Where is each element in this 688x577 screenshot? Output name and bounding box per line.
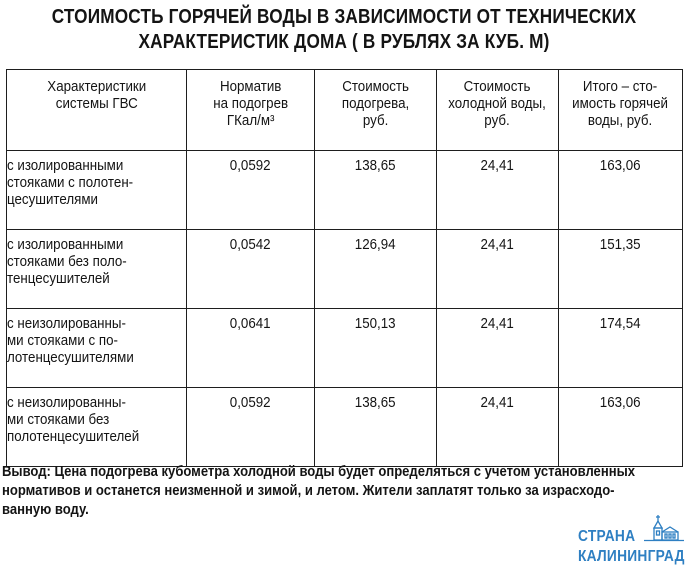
title-line-2: ХАРАКТЕРИСТИК ДОМА ( В РУБЛЯХ ЗА КУБ. М)	[138, 31, 550, 53]
logo-word-kaliningrad: КАЛИНИНГРАД	[578, 548, 685, 565]
header-characteristics: Характеристики системы ГВС	[7, 70, 187, 151]
row-total: 151,35	[559, 230, 683, 309]
row-norm: 0,0592	[187, 151, 315, 230]
church-icon	[636, 514, 686, 548]
table-row	[7, 151, 683, 230]
header-norm: Норматив на подогрев ГКал/м³	[187, 70, 315, 151]
row-characteristic: с изолированными стояками с полотен- цесушителями	[7, 151, 187, 230]
row-norm: 0,0542	[187, 230, 315, 309]
row-cold-water-cost: 24,41	[437, 388, 559, 467]
row-heat-cost: 138,65	[315, 151, 437, 230]
strana-kaliningrad-logo	[578, 512, 686, 574]
row-heat-cost: 138,65	[315, 388, 437, 467]
page-title	[48, 5, 640, 55]
table-header-row	[7, 70, 683, 151]
table-row	[7, 388, 683, 467]
row-total: 163,06	[559, 388, 683, 467]
row-norm: 0,0592	[187, 388, 315, 467]
row-characteristic: с изолированными стояками без поло- тенцесушителей	[7, 230, 187, 309]
row-cold-water-cost: 24,41	[437, 151, 559, 230]
row-cold-water-cost: 24,41	[437, 309, 559, 388]
conclusion-line-1: Вывод: Цена подогрева кубометра холодной воды будет определяться с учетом установленных	[2, 464, 635, 480]
conclusion-line-3: ванную воду.	[2, 502, 89, 518]
table-row	[7, 230, 683, 309]
row-total: 163,06	[559, 151, 683, 230]
conclusion-line-2: нормативов и останется неизменной и зимой, и летом. Жители заплатят только за израсходо-	[2, 483, 615, 499]
hot-water-cost-table	[6, 69, 683, 467]
row-total: 174,54	[559, 309, 683, 388]
header-total: Итого – сто- имость горячей воды, руб.	[559, 70, 683, 151]
header-heat-cost: Стоимость подогрева, руб.	[315, 70, 437, 151]
title-line-1: СТОИМОСТЬ ГОРЯЧЕЙ ВОДЫ В ЗАВИСИМОСТИ ОТ ТЕХНИЧЕСКИХ	[51, 6, 637, 28]
logo-word-strana: СТРАНА	[578, 528, 636, 545]
header-cold-water-cost: Стоимость холодной воды, руб.	[437, 70, 559, 151]
row-characteristic: с неизолированны- ми стояками с по- лотенцесушителями	[7, 309, 187, 388]
row-heat-cost: 150,13	[315, 309, 437, 388]
row-norm: 0,0641	[187, 309, 315, 388]
row-characteristic: с неизолированны- ми стояками без полотенцесушителей	[7, 388, 187, 467]
row-heat-cost: 126,94	[315, 230, 437, 309]
table-row	[7, 309, 683, 388]
row-cold-water-cost: 24,41	[437, 230, 559, 309]
